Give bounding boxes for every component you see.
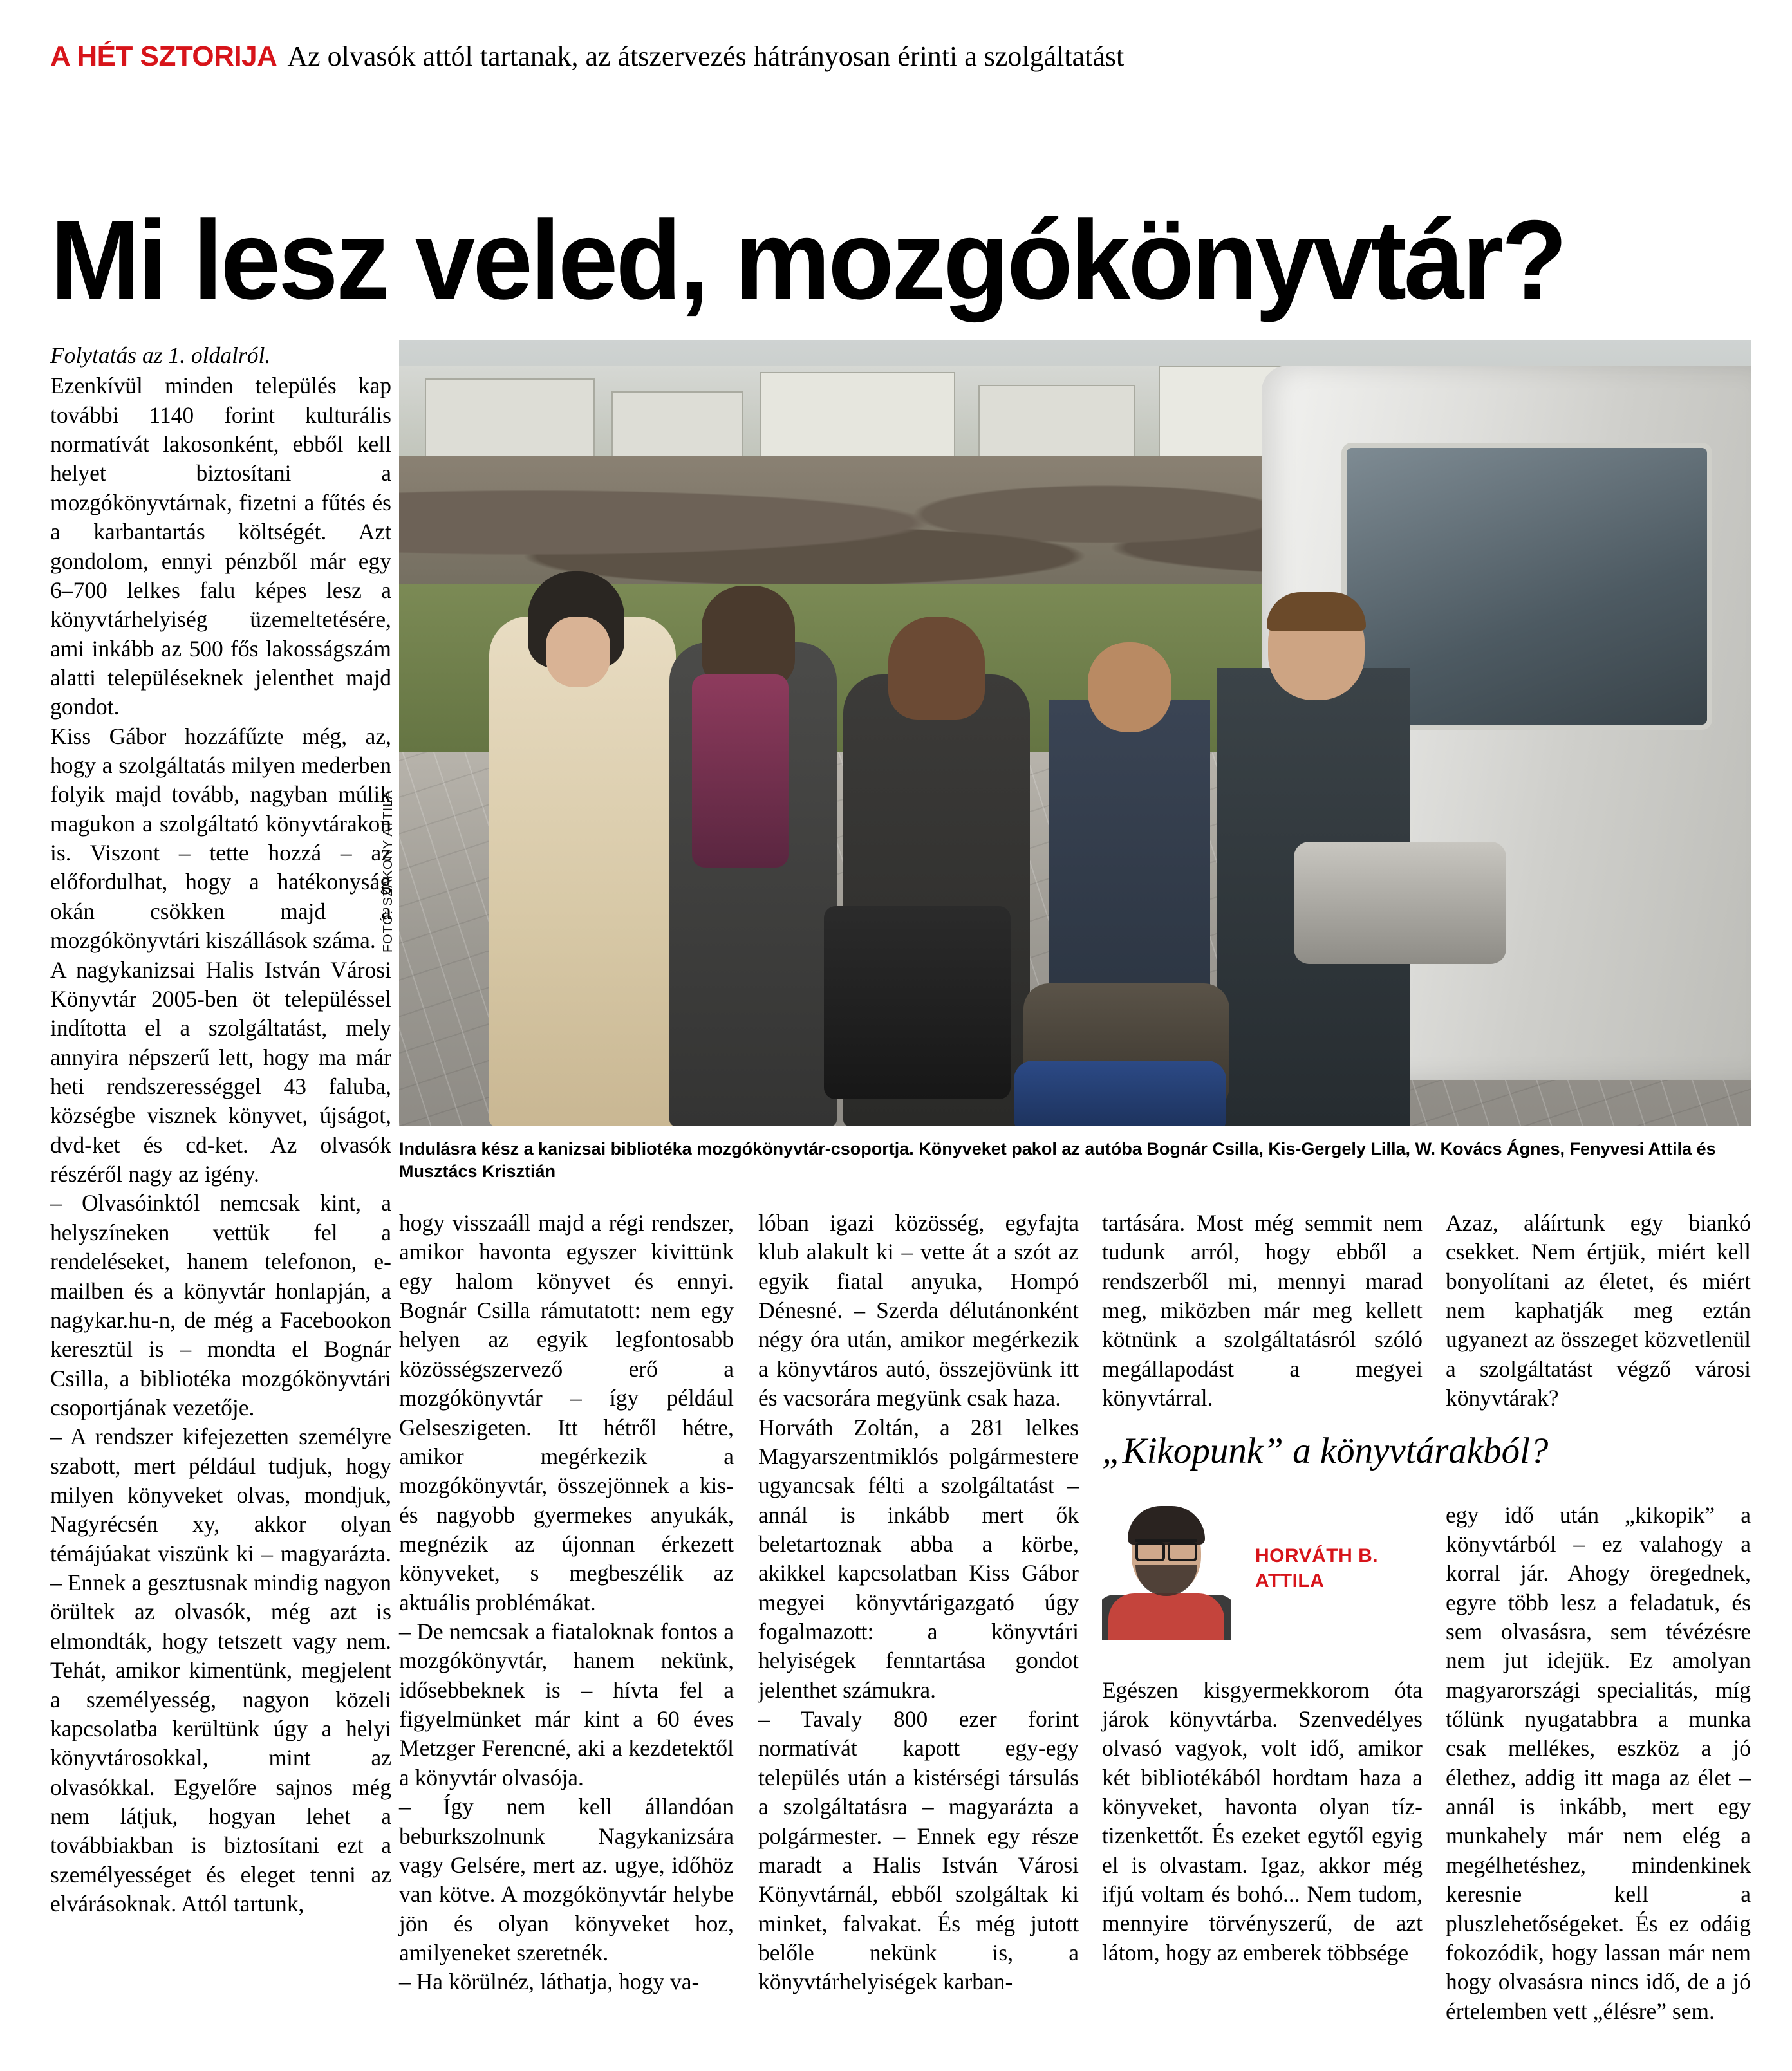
photo-credit: FOTÓ: SZAKONY ATTILA — [381, 790, 395, 952]
paragraph: Egészen kisgyermekkorom óta járok könyvtárba. Szenvedélyes olvasó vagyok, volt idő, amikor két bibliotékából hordtam haza a könyveket, havonta olyan tíz-tizenkettőt. És ezeket egytől egyig el is olvastam. Igaz, akkor még ifjú voltam és bohó... Nem tudom, mennyire törvényszerű, de azt látom, hogy az emberek többsége — [1102, 1676, 1423, 1965]
person-scarf — [692, 674, 789, 868]
paragraph: – De nemcsak a fiataloknak fontos a mozgókönyvtár, hanem nekünk, idősebbeknek is – hívta fel a figyelmünket már kint a 60 éves Metzger Ferencné, aki a kezdetektől a könyvtár olvasója. — [399, 1619, 734, 1790]
paragraph: lóban igazi közösség, egyfajta klub alakult ki – vette át a szót az egyik fiatal anyuka, Hompó Dénesné. – Szerda délutánonként négy óra után, amikor megérkezik a könyvtáros autó, összejövünk itt és vacsorára megyünk csak haza. — [758, 1210, 1079, 1411]
kicker-text: Az olvasók attól tartanak, az átszervezés hátrányosan érinti a szolgáltatást — [287, 41, 1125, 72]
body-column-5 — [1446, 1209, 1751, 1413]
intro-paragraph: – Olvasóinktól nemcsak kint, a helyszíneken vettük fel a rendeléseket, hanem telefonon, e-mailben és a könyvtár honlapján, a nagykar.hu-n, de még a Facebookon keresztül is – mondta el Bognár Csilla, a bibliotéka mozgókönyvtári csoportjának vezetője. — [50, 1190, 391, 1420]
body-column-4 — [1102, 1209, 1423, 1413]
intro-paragraph: – A rendszer kifejezetten személyre szabott, mert például tudjuk, hogy milyen könyveket olvas, mondjuk, Nagyrécsén xy, akkor olyan témájúakat viszünk ki – magyarázta. – Ennek a gesztusnak mindig nagyon örültek az olvasók, még azt is elmondták, hogy tetszett vagy nem. Tehát, amikor kimentünk, megjelent a személyesség, nagyon közeli kapcsolatba kerültünk úgy a helyi könyvtárosokkal, mint az olvasókkal. Egyelőre sajnos még nem látjuk, hogyan lehet a továbbiakban is biztosítani ezt a személyességet és eleget tenni az elvárásoknak. Attól tartunk, — [50, 1424, 391, 1917]
person-head — [702, 586, 795, 689]
body-column-3 — [758, 1209, 1079, 1997]
paragraph: Azaz, aláírtunk egy biankó csekket. Nem értjük, miért kell bonyolítani az életet, és miért nem kaphatják meg eztán ugyanezt az összeget közvetlenül a szolgáltatást végző városi könyvtárak? — [1446, 1210, 1751, 1411]
paragraph: tartására. Most még semmit nem tudunk arról, hogy ebből a rendszerből mi, mennyi marad meg, miközben már meg kellett kötnünk a szolgáltatásról szóló megállapodást a megyei könyvtárral. — [1102, 1210, 1423, 1411]
kicker-label: A HÉT SZTORIJA — [50, 41, 277, 72]
author-name-line2: ATTILA — [1255, 1570, 1325, 1592]
intro-paragraph: Kiss Gábor hozzáfűzte még, az, hogy a szolgáltatás milyen mederben folyik majd tovább, nagyban múlik magukon a szolgáltató könyvtárakon is. Viszont – tette hozzá – az előfordulhat, hogy a hatékonyság okán csökken majd a mozgókönyvtári kiszállások száma. — [50, 723, 391, 954]
author-name-line1: HORVÁTH B. — [1255, 1545, 1379, 1566]
author-avatar — [1102, 1498, 1231, 1640]
person-head — [1088, 642, 1171, 732]
person-head — [888, 617, 985, 720]
person-shape — [489, 617, 676, 1126]
body-column-2 — [399, 1209, 734, 1997]
kicker — [50, 40, 1750, 73]
page-title: Mi lesz veled, mozgókönyvtár? — [50, 198, 1565, 324]
paragraph: hogy visszaáll majd a régi rendszer, amikor havonta egyszer kivittünk egy halom könyvet és ennyi. Bognár Csilla rámutatott: nem egy helyen az egyik legfontosabb közösségszervező erő a mozgókönyvtár – így például Gelseszigeten. Itt hétről hétre, amikor megérkezik a mozgókönyvtár, összejönnek a kis- és nagyobb gyermekes anyukák, megnézik az újonnan érkezett könyveket, s megbeszélik az aktuális problémákat. — [399, 1210, 734, 1615]
author-name — [1255, 1543, 1423, 1593]
person-face — [546, 617, 610, 687]
intro-paragraph: A nagykanizsai Halis István Városi Könyvtár 2005-ben öt településsel indította el a szolgáltatást, mely annyira népszerű lett, hogy ma már heti rendszerességgel 43 faluba, községbe visznek könyvet, újságot, dvd-ket és cd-ket. Az olvasók részéről nagy az igény. — [50, 956, 391, 1187]
paragraph: – Így nem kell állandóan beburkszolnunk Nagykanizsára vagy Gelsére, mert az. ugye, időhöz van kötve. A mozgókönyvtár helybe jön és olyan könyveket hoz, amilyeneket szeretnék. — [399, 1794, 734, 1965]
sidebar-column-right — [1446, 1478, 1751, 2048]
photo-caption: Indulásra kész a kanizsai bibliotéka mozgókönyvtár-csoportja. Könyveket pakol az autóba Bognár Csilla, Kis-Gergely Lilla, W. Kovács Ágnes, Fenyvesi Attila és Musztács Krisztián — [399, 1139, 1716, 1182]
paragraph: egy idő után „kikopik” a könyvtárból – ez valahogy a korral jár. Ahogy öregednek, egyre több lesz a feladatuk, és sem olvasásra, sem tévézésre nem jut idejük. Ez amolyan magyarországi specialitás, míg tőlünk nyugatabbra a munka csak mellékes, eszköz a jó élethez, addig itt maga az élet – annál is inkább, mert egy munkahely már nem elég a megélhetéshez, mindenkinek keresnie kell a pluszlehetőségeket. És ez odáig fokozódik, hogy lassan már nem hogy olvasásra nincs idő, de a jó értelemben vett „élésre” sem. — [1446, 1501, 1751, 2024]
sidebar-column-left — [1102, 1653, 1423, 1991]
intro-column — [50, 341, 391, 1918]
continuation-note: Folytatás az 1. oldalról. — [50, 342, 271, 368]
suitcase-shape — [824, 906, 1011, 1099]
glasses-icon — [1135, 1539, 1197, 1556]
paragraph: Horváth Zoltán, a 281 lelkes Magyarszentmiklós polgármestere ugyancsak félti a szolgáltatást – annál is inkább mert ők beletartoznak abba a körbe, akikkel kapcsolatban Kiss Gábor megyei könyvtárigazgató úgy fogalmazott: a könyvtári helyiségek fenntartása gondot jelenthet számukra. — [758, 1414, 1079, 1703]
silver-bag-shape — [1294, 842, 1506, 964]
paragraph: – Tavaly 800 ezer forint normatívát kapott egy-egy település után a kistérségi társulás a szolgáltatásra – magyarázta a polgármester. – Ennek egy része maradt a Halis István Városi Könyvtárnál, ebből szolgáltak ki minket, falvakat. És még jutott belőle nekünk is, a könyvtárhelyiségek karban- — [758, 1706, 1079, 1995]
person-hair — [1267, 592, 1366, 631]
blue-bag-shape — [1014, 1061, 1226, 1126]
intro-paragraph: Ezenkívül minden település kap további 1140 forint kulturális normatívát lakosonként, ebből kell helyet biztosítani a mozgókönyvtárnak, fizetni a fűtés és a karbantartás költségét. Azt gondolom, ennyi pénzből már egy 6–700 lelkes falu képes lesz a könyvtárhelyiség üzemeltetésére, ami inkább az 500 fős lakosságszám alatti településeknek jelenthet majd gondot. — [50, 373, 391, 720]
article-photo — [399, 340, 1751, 1126]
sidebar-title: „Kikopunk” a könyvtárakból? — [1102, 1431, 1549, 1471]
paragraph: – Ha körülnéz, láthatja, hogy va- — [399, 1969, 700, 1995]
